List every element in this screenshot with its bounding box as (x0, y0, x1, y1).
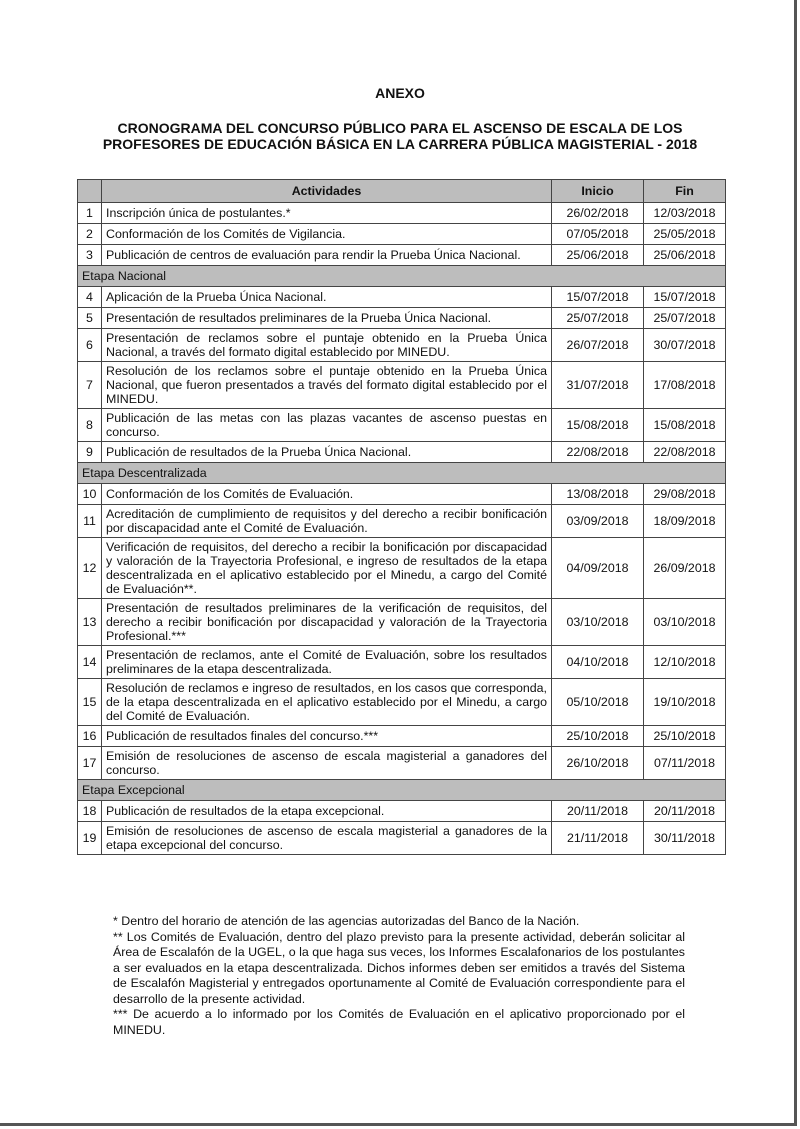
row-activity: Presentación de reclamos sobre el puntaje obtenido en la Prueba Única Nacional, a través del formato digital establecido por MINEDU. (102, 329, 552, 362)
row-start-date: 03/10/2018 (552, 599, 644, 646)
row-end-date: 19/10/2018 (644, 679, 726, 726)
table-row (78, 822, 726, 855)
row-end-date: 03/10/2018 (644, 599, 726, 646)
row-number: 6 (78, 329, 102, 362)
header-number (78, 180, 102, 203)
stage-row-excepcional (78, 780, 726, 801)
row-number: 5 (78, 308, 102, 329)
row-number: 13 (78, 599, 102, 646)
row-activity: Publicación de resultados finales del concurso.*** (102, 726, 552, 747)
row-activity: Emisión de resoluciones de ascenso de escala magisterial a ganadores del concurso. (102, 747, 552, 780)
row-start-date: 26/10/2018 (552, 747, 644, 780)
row-activity: Emisión de resoluciones de ascenso de escala magisterial a ganadores de la etapa excepcional del concurso. (102, 822, 552, 855)
stage-row-nacional (78, 266, 726, 287)
row-end-date: 25/06/2018 (644, 245, 726, 266)
row-number: 18 (78, 801, 102, 822)
row-number: 4 (78, 287, 102, 308)
row-end-date: 12/10/2018 (644, 646, 726, 679)
stage-label: Etapa Nacional (78, 266, 726, 287)
row-end-date: 30/07/2018 (644, 329, 726, 362)
row-start-date: 20/11/2018 (552, 801, 644, 822)
table-row (78, 442, 726, 463)
row-end-date: 07/11/2018 (644, 747, 726, 780)
header-activities: Actividades (102, 180, 552, 203)
row-end-date: 25/05/2018 (644, 224, 726, 245)
row-end-date: 26/09/2018 (644, 538, 726, 599)
row-start-date: 05/10/2018 (552, 679, 644, 726)
row-activity: Resolución de reclamos e ingreso de resultados, en los casos que corresponda, de la etapa descentralizada en el aplicativo establecido por el Minedu, a cargo del Comité de Evaluación. (102, 679, 552, 726)
header-end: Fin (644, 180, 726, 203)
row-start-date: 15/08/2018 (552, 409, 644, 442)
row-number: 7 (78, 362, 102, 409)
table-row (78, 484, 726, 505)
table-row (78, 726, 726, 747)
row-end-date: 18/09/2018 (644, 505, 726, 538)
row-activity: Presentación de resultados preliminares de la Prueba Única Nacional. (102, 308, 552, 329)
row-start-date: 31/07/2018 (552, 362, 644, 409)
row-number: 11 (78, 505, 102, 538)
table-row (78, 245, 726, 266)
footnotes (113, 914, 685, 1038)
row-start-date: 25/10/2018 (552, 726, 644, 747)
row-number: 12 (78, 538, 102, 599)
row-number: 14 (78, 646, 102, 679)
row-end-date: 30/11/2018 (644, 822, 726, 855)
row-end-date: 15/07/2018 (644, 287, 726, 308)
footnote-3: *** De acuerdo a lo informado por los Comités de Evaluación en el aplicativo proporcionado por el MINEDU. (113, 1007, 685, 1037)
row-activity: Publicación de resultados de la etapa excepcional. (102, 801, 552, 822)
row-end-date: 22/08/2018 (644, 442, 726, 463)
table-row (78, 599, 726, 646)
row-number: 16 (78, 726, 102, 747)
table-row (78, 801, 726, 822)
row-start-date: 25/07/2018 (552, 308, 644, 329)
footnote-2: ** Los Comités de Evaluación, dentro del plazo previsto para la presente actividad, deberán solicitar al Área de Escalafón de la UGEL, o la que haga sus veces, los Informes Escalafonarios de los postulantes a ser evaluados en la etapa descentralizada. Dichos informes deben ser emitidos a través del Sistema de Escalafón Magisterial y entregados oportunamente al Comité de Evaluación correspondiente para el desarrollo de la presente actividad. (113, 929, 685, 1006)
row-activity: Conformación de los Comités de Vigilancia. (102, 224, 552, 245)
row-activity: Aplicación de la Prueba Única Nacional. (102, 287, 552, 308)
row-start-date: 22/08/2018 (552, 442, 644, 463)
row-end-date: 25/10/2018 (644, 726, 726, 747)
row-start-date: 26/02/2018 (552, 203, 644, 224)
row-number: 19 (78, 822, 102, 855)
row-start-date: 03/09/2018 (552, 505, 644, 538)
row-end-date: 29/08/2018 (644, 484, 726, 505)
schedule-table (77, 179, 726, 855)
stage-row-descentralizada (78, 463, 726, 484)
row-activity: Presentación de reclamos, ante el Comité de Evaluación, sobre los resultados preliminares de la etapa descentralizada. (102, 646, 552, 679)
row-activity: Verificación de requisitos, del derecho a recibir la bonificación por discapacidad y valoración de la Trayectoria Profesional, e ingreso de resultados de la etapa descentralizada en el aplicativo establecido por el Minedu, a cargo del Comité de Evaluación**. (102, 538, 552, 599)
document-title: CRONOGRAMA DEL CONCURSO PÚBLICO PARA EL ASCENSO DE ESCALA DE LOS PROFESORES DE EDUCACIÓN BÁSICA EN LA CARRERA PÚBLICA MAGISTERIAL - 2018 (102, 120, 698, 152)
table-row (78, 679, 726, 726)
row-end-date: 15/08/2018 (644, 409, 726, 442)
row-number: 8 (78, 409, 102, 442)
table-row (78, 224, 726, 245)
row-start-date: 25/06/2018 (552, 245, 644, 266)
header-start: Inicio (552, 180, 644, 203)
row-activity: Resolución de los reclamos sobre el puntaje obtenido en la Prueba Única Nacional, que fueron presentados a través del formato digital establecido por el MINEDU. (102, 362, 552, 409)
row-activity: Presentación de resultados preliminares de la verificación de requisitos, del derecho a recibir bonificación por discapacidad y valoración de la Trayectoria Profesional.*** (102, 599, 552, 646)
row-start-date: 15/07/2018 (552, 287, 644, 308)
row-number: 1 (78, 203, 102, 224)
footnote-1: * Dentro del horario de atención de las agencias autorizadas del Banco de la Nación. (113, 914, 580, 928)
row-activity: Inscripción única de postulantes.* (102, 203, 552, 224)
table-row (78, 538, 726, 599)
row-end-date: 12/03/2018 (644, 203, 726, 224)
table-row (78, 287, 726, 308)
row-end-date: 25/07/2018 (644, 308, 726, 329)
table-row (78, 203, 726, 224)
row-start-date: 26/07/2018 (552, 329, 644, 362)
row-number: 10 (78, 484, 102, 505)
table-header-row (78, 180, 726, 203)
row-activity: Publicación de las metas con las plazas vacantes de ascenso puestas en concurso. (102, 409, 552, 442)
row-start-date: 04/10/2018 (552, 646, 644, 679)
table-row (78, 308, 726, 329)
row-number: 3 (78, 245, 102, 266)
row-number: 9 (78, 442, 102, 463)
row-start-date: 07/05/2018 (552, 224, 644, 245)
row-end-date: 17/08/2018 (644, 362, 726, 409)
stage-label: Etapa Excepcional (78, 780, 726, 801)
row-activity: Publicación de resultados de la Prueba Única Nacional. (102, 442, 552, 463)
stage-label: Etapa Descentralizada (78, 463, 726, 484)
table-row (78, 646, 726, 679)
row-start-date: 04/09/2018 (552, 538, 644, 599)
annex-title: ANEXO (375, 85, 425, 101)
row-activity: Acreditación de cumplimiento de requisitos y del derecho a recibir bonificación por discapacidad ante el Comité de Evaluación. (102, 505, 552, 538)
row-number: 17 (78, 747, 102, 780)
row-number: 2 (78, 224, 102, 245)
table-row (78, 329, 726, 362)
row-start-date: 21/11/2018 (552, 822, 644, 855)
table-row (78, 505, 726, 538)
row-activity: Publicación de centros de evaluación para rendir la Prueba Única Nacional. (102, 245, 552, 266)
row-start-date: 13/08/2018 (552, 484, 644, 505)
row-activity: Conformación de los Comités de Evaluación. (102, 484, 552, 505)
row-number: 15 (78, 679, 102, 726)
row-end-date: 20/11/2018 (644, 801, 726, 822)
table-row (78, 747, 726, 780)
table-row (78, 362, 726, 409)
table-row (78, 409, 726, 442)
